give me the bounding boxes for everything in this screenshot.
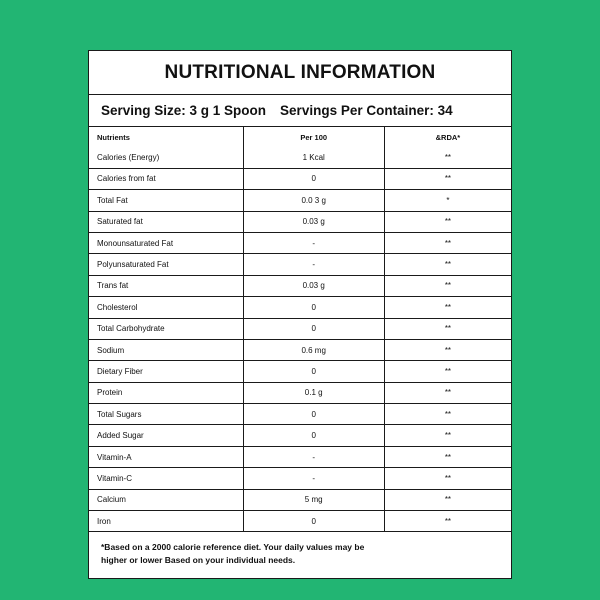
nutrient-name: Total Carbohydrate <box>89 318 243 339</box>
nutrition-facts-panel <box>88 50 512 579</box>
nutrient-name: Dietary Fiber <box>89 361 243 382</box>
nutrient-rda: ** <box>384 211 511 232</box>
nutrient-name: Calcium <box>89 489 243 510</box>
nutrient-name: Total Fat <box>89 190 243 211</box>
servings-per-container-label: Servings Per Container: 34 <box>280 103 453 118</box>
nutrient-rda: ** <box>384 168 511 189</box>
nutrient-name: Calories from fat <box>89 168 243 189</box>
column-header-per-100: Per 100 <box>243 127 384 147</box>
nutrient-value: 0.03 g <box>243 275 384 296</box>
table-row <box>89 318 511 339</box>
table-row <box>89 168 511 189</box>
nutrient-name: Sodium <box>89 339 243 360</box>
table-row <box>89 489 511 510</box>
serving-info-row <box>89 95 511 127</box>
table-row <box>89 254 511 275</box>
nutrient-rda: ** <box>384 446 511 467</box>
table-row <box>89 404 511 425</box>
nutrient-name: Added Sugar <box>89 425 243 446</box>
panel-title-row <box>89 51 511 95</box>
table-row <box>89 339 511 360</box>
nutrient-rda: ** <box>384 275 511 296</box>
nutrient-name: Vitamin-C <box>89 468 243 489</box>
column-header-nutrients: Nutrients <box>89 127 243 147</box>
nutrient-value: 0 <box>243 361 384 382</box>
nutrient-value: 0 <box>243 511 384 532</box>
nutrient-rda: ** <box>384 425 511 446</box>
nutrient-value: 0.1 g <box>243 382 384 403</box>
table-row <box>89 425 511 446</box>
nutrient-name: Monounsaturated Fat <box>89 232 243 253</box>
nutrient-value: 0.0 3 g <box>243 190 384 211</box>
serving-size-label: Serving Size: 3 g 1 Spoon <box>101 103 267 118</box>
table-row <box>89 446 511 467</box>
table-row <box>89 382 511 403</box>
nutrient-rda: ** <box>384 468 511 489</box>
table-row <box>89 297 511 318</box>
nutrient-value: - <box>243 468 384 489</box>
table-header-row <box>89 127 511 147</box>
column-header-rda: &RDA* <box>435 132 461 142</box>
nutrient-value: - <box>243 254 384 275</box>
nutrient-rda: * <box>384 190 511 211</box>
nutrient-value: 1 Kcal <box>243 147 384 168</box>
nutrient-rda: ** <box>384 254 511 275</box>
table-row <box>89 361 511 382</box>
nutrient-name: Saturated fat <box>89 211 243 232</box>
table-row <box>89 211 511 232</box>
nutrient-rda: ** <box>384 489 511 510</box>
nutrient-rda: ** <box>384 382 511 403</box>
nutrient-name: Calories (Energy) <box>89 147 243 168</box>
table-row <box>89 232 511 253</box>
nutrient-name: Total Sugars <box>89 404 243 425</box>
nutrient-name: Polyunsaturated Fat <box>89 254 243 275</box>
table-row <box>89 511 511 532</box>
footnote-line-2: higher or lower Based on your individual needs. <box>101 554 296 565</box>
nutrient-rda: ** <box>384 339 511 360</box>
footnote-line-1: *Based on a 2000 calorie reference diet. Your daily values may be <box>101 542 365 553</box>
nutrition-table <box>89 127 511 531</box>
table-row <box>89 147 511 168</box>
nutrient-value: 0 <box>243 425 384 446</box>
nutrient-value: 5 mg <box>243 489 384 510</box>
nutrient-rda: ** <box>444 516 452 526</box>
nutrient-value: 0 <box>243 297 384 318</box>
nutrient-name: Cholesterol <box>89 297 243 318</box>
nutrient-rda: ** <box>384 404 511 425</box>
table-row <box>89 190 511 211</box>
nutrient-value: 0.6 mg <box>243 339 384 360</box>
nutrient-rda: ** <box>384 361 511 382</box>
nutrient-name: Iron <box>89 511 243 532</box>
nutrient-rda: ** <box>384 318 511 339</box>
nutrient-name: Protein <box>89 382 243 403</box>
nutrient-name: Vitamin-A <box>89 446 243 467</box>
nutrient-value: - <box>243 446 384 467</box>
table-row <box>89 468 511 489</box>
nutrient-rda: ** <box>384 147 511 168</box>
nutrient-rda: ** <box>384 232 511 253</box>
footnote-row <box>89 531 511 578</box>
page-title: NUTRITIONAL INFORMATION <box>164 62 436 83</box>
nutrient-value: 0 <box>243 318 384 339</box>
nutrient-name: Trans fat <box>89 275 243 296</box>
nutrient-value: 0 <box>243 404 384 425</box>
nutrient-value: 0.03 g <box>243 211 384 232</box>
table-row <box>89 275 511 296</box>
nutrient-value: - <box>243 232 384 253</box>
nutrient-rda: ** <box>384 297 511 318</box>
nutrient-value: 0 <box>243 168 384 189</box>
